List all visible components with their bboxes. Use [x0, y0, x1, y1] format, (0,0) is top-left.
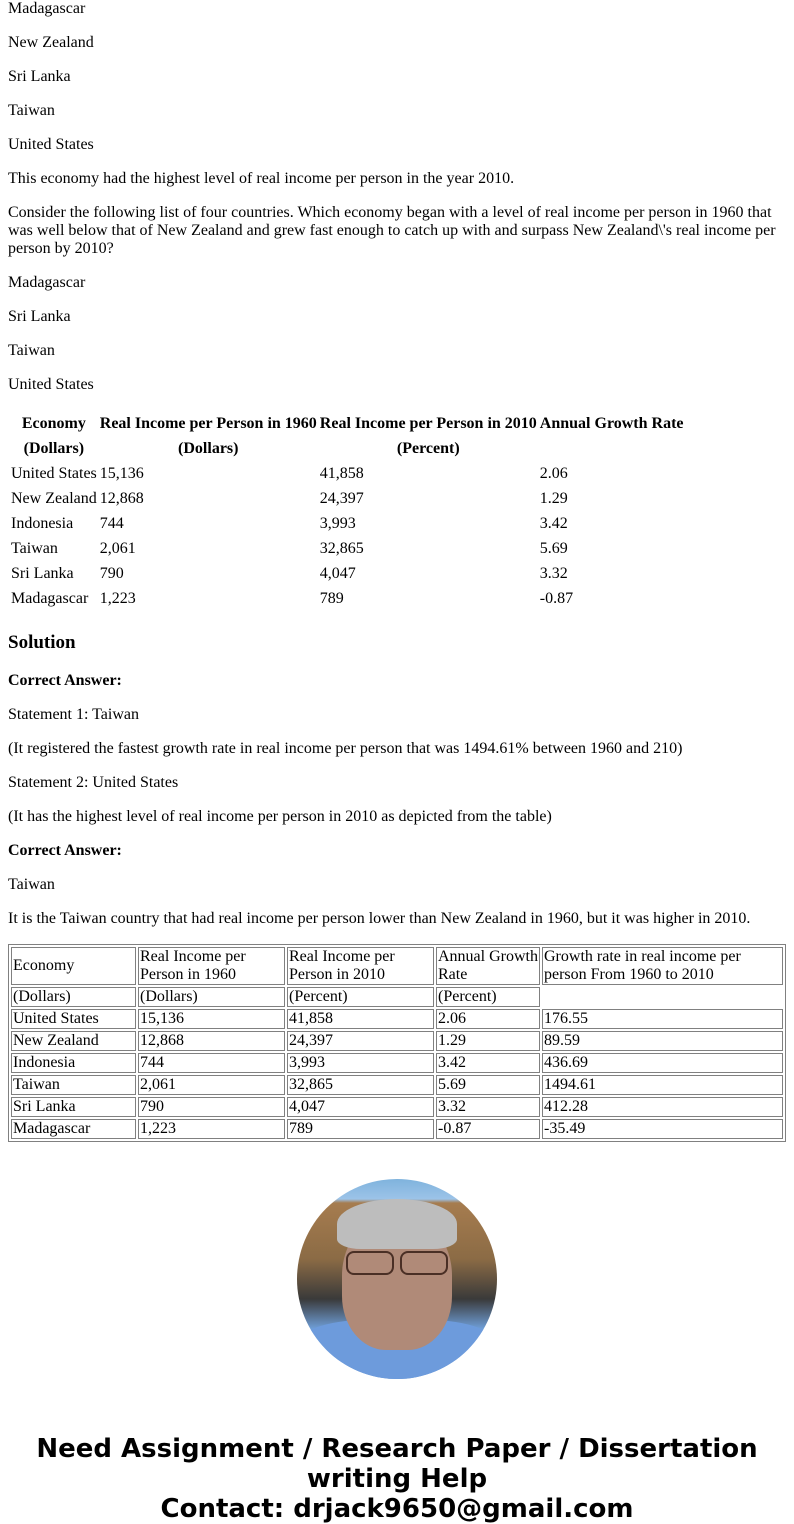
option-item: Taiwan	[8, 342, 55, 359]
statement-2-note: (It has the highest level of real income per person in 2010 as depicted from the table)	[8, 808, 552, 825]
cell-total-growth: 436.69	[542, 1053, 783, 1073]
table-row	[11, 463, 684, 485]
cell-income-1960: 790	[99, 565, 124, 582]
cell-economy: Madagascar	[11, 1119, 136, 1139]
cell-annual-growth: -0.87	[436, 1119, 540, 1139]
subheader-cell: (Dollars)	[138, 987, 285, 1007]
cell-total-growth: 1494.61	[542, 1075, 783, 1095]
header-income-1960: Real Income per Person in 1960	[138, 947, 285, 985]
cell-income-1960: 15,136	[138, 1009, 285, 1029]
cell-economy: Madagascar	[11, 590, 89, 607]
growth-rate-table	[8, 944, 786, 1142]
cell-economy: United States	[11, 465, 97, 482]
header-economy: Economy	[11, 947, 136, 985]
header-economy: Economy	[21, 415, 86, 432]
cell-annual-growth: 2.06	[436, 1009, 540, 1029]
cell-income-1960: 744	[99, 515, 124, 532]
cell-economy: New Zealand	[11, 1031, 136, 1051]
answer-2-note: It is the Taiwan country that had real income per person lower than New Zealand in 1960, but it was higher in 2010.	[8, 910, 751, 927]
cell-economy: Sri Lanka	[11, 1097, 136, 1117]
cell-total-growth: 176.55	[542, 1009, 783, 1029]
cell-growth-rate: 3.32	[539, 565, 568, 582]
header-income-2010: Real Income per Person in 2010	[319, 415, 537, 432]
header-total-growth: Growth rate in real income per person From 1960 to 2010	[542, 947, 783, 985]
question-text: Consider the following list of four countries. Which economy began with a level of real income per person in 1960 that was well below that of New Zealand and grew fast enough to catch up with and surpass New Zealand\'s real income per person by 2010?	[8, 204, 776, 257]
cell-income-1960: 2,061	[138, 1075, 285, 1095]
promo-headline: Need Assignment / Research Paper / Dissertation writing Help	[36, 1434, 758, 1494]
cell-economy: United States	[11, 1009, 136, 1029]
option-item: United States	[8, 376, 94, 393]
table-row	[11, 588, 684, 610]
cell-income-2010: 3,993	[319, 515, 356, 532]
cell-economy: Taiwan	[11, 1075, 136, 1095]
statement-2: Statement 2: United States	[8, 774, 179, 791]
cell-income-1960: 1,223	[138, 1119, 285, 1139]
cell-income-1960: 790	[138, 1097, 285, 1117]
cell-total-growth: 89.59	[542, 1031, 783, 1051]
table-header-row	[11, 947, 783, 985]
cell-economy: Indonesia	[11, 515, 74, 532]
cell-total-growth: 412.28	[542, 1097, 783, 1117]
cell-growth-rate: 2.06	[539, 465, 568, 482]
table-row	[11, 1075, 783, 1095]
cell-income-1960: 744	[138, 1053, 285, 1073]
option-item: Sri Lanka	[8, 308, 71, 325]
cell-income-2010: 789	[287, 1119, 434, 1139]
cell-annual-growth: 3.32	[436, 1097, 540, 1117]
header-income-1960: Real Income per Person in 1960	[99, 415, 317, 432]
subheader-cell: (Percent)	[396, 440, 460, 457]
statement-1-note: (It registered the fastest growth rate in real income per person that was 1494.61% between 1960 and 210)	[8, 740, 683, 757]
answer-options-list-1	[8, 0, 786, 154]
statement-text: This economy had the highest level of real income per person in the year 2010.	[8, 170, 515, 187]
promo-banner	[8, 1434, 786, 1524]
answer-2: Taiwan	[8, 876, 55, 893]
cell-economy: Sri Lanka	[11, 565, 74, 582]
option-item: Madagascar	[8, 0, 86, 17]
cell-income-1960: 1,223	[99, 590, 136, 607]
table-row	[11, 488, 684, 510]
cell-total-growth: -35.49	[542, 1119, 783, 1139]
avatar	[297, 1179, 497, 1379]
option-item: United States	[8, 136, 94, 153]
cell-income-2010: 3,993	[287, 1053, 434, 1073]
subheader-cell: (Dollars)	[11, 987, 136, 1007]
table-row	[11, 563, 684, 585]
cell-economy: New Zealand	[11, 490, 97, 507]
subheader-cell: (Percent)	[287, 987, 434, 1007]
header-annual-growth: Annual Growth Rate	[436, 947, 540, 985]
answer-options-list-2	[8, 274, 786, 394]
cell-economy: Indonesia	[11, 1053, 136, 1073]
table-row	[11, 1119, 783, 1139]
subheader-cell: (Dollars)	[23, 440, 85, 457]
cell-growth-rate: 3.42	[539, 515, 568, 532]
cell-growth-rate: 1.29	[539, 490, 568, 507]
cell-annual-growth: 5.69	[436, 1075, 540, 1095]
option-item: Taiwan	[8, 102, 55, 119]
table-row	[11, 1009, 783, 1029]
income-table	[8, 410, 687, 613]
cell-income-2010: 41,858	[287, 1009, 434, 1029]
cell-annual-growth: 1.29	[436, 1031, 540, 1051]
cell-economy: Taiwan	[11, 540, 58, 557]
header-income-2010: Real Income per Person in 2010	[287, 947, 434, 985]
cell-annual-growth: 3.42	[436, 1053, 540, 1073]
table-subheader-row	[11, 438, 684, 460]
cell-income-1960: 12,868	[138, 1031, 285, 1051]
cell-income-2010: 32,865	[319, 540, 364, 557]
cell-income-2010: 4,047	[287, 1097, 434, 1117]
subheader-cell	[540, 438, 684, 460]
table-row	[11, 513, 684, 535]
cell-income-2010: 24,397	[319, 490, 364, 507]
cell-income-2010: 32,865	[287, 1075, 434, 1095]
subheader-cell-empty	[542, 987, 783, 1007]
cell-income-2010: 41,858	[319, 465, 364, 482]
option-item: Madagascar	[8, 274, 86, 291]
solution-heading: Solution	[8, 632, 76, 653]
table-row	[11, 538, 684, 560]
table-row	[11, 1031, 783, 1051]
promo-contact: Contact: drjack9650@gmail.com	[160, 1494, 634, 1524]
header-growth-rate: Annual Growth Rate	[539, 415, 684, 432]
cell-income-2010: 789	[319, 590, 344, 607]
table-header-row	[11, 413, 684, 435]
cell-income-2010: 4,047	[319, 565, 356, 582]
cell-income-1960: 15,136	[99, 465, 144, 482]
cell-growth-rate: 5.69	[539, 540, 568, 557]
table-row	[11, 1097, 783, 1117]
table-subheader-row	[11, 987, 783, 1007]
statement-1: Statement 1: Taiwan	[8, 706, 139, 723]
subheader-cell: (Dollars)	[178, 440, 239, 457]
subheader-cell: (Percent)	[436, 987, 540, 1007]
option-item: Sri Lanka	[8, 68, 71, 85]
table-row	[11, 1053, 783, 1073]
cell-income-1960: 2,061	[99, 540, 136, 557]
correct-answer-label: Correct Answer:	[8, 842, 122, 859]
cell-income-2010: 24,397	[287, 1031, 434, 1051]
glasses-icon	[342, 1251, 452, 1273]
correct-answer-label: Correct Answer:	[8, 672, 122, 689]
option-item: New Zealand	[8, 34, 94, 51]
avatar-hair	[337, 1199, 457, 1249]
cell-income-1960: 12,868	[99, 490, 144, 507]
cell-growth-rate: -0.87	[539, 590, 574, 607]
author-photo-container	[8, 1179, 786, 1384]
